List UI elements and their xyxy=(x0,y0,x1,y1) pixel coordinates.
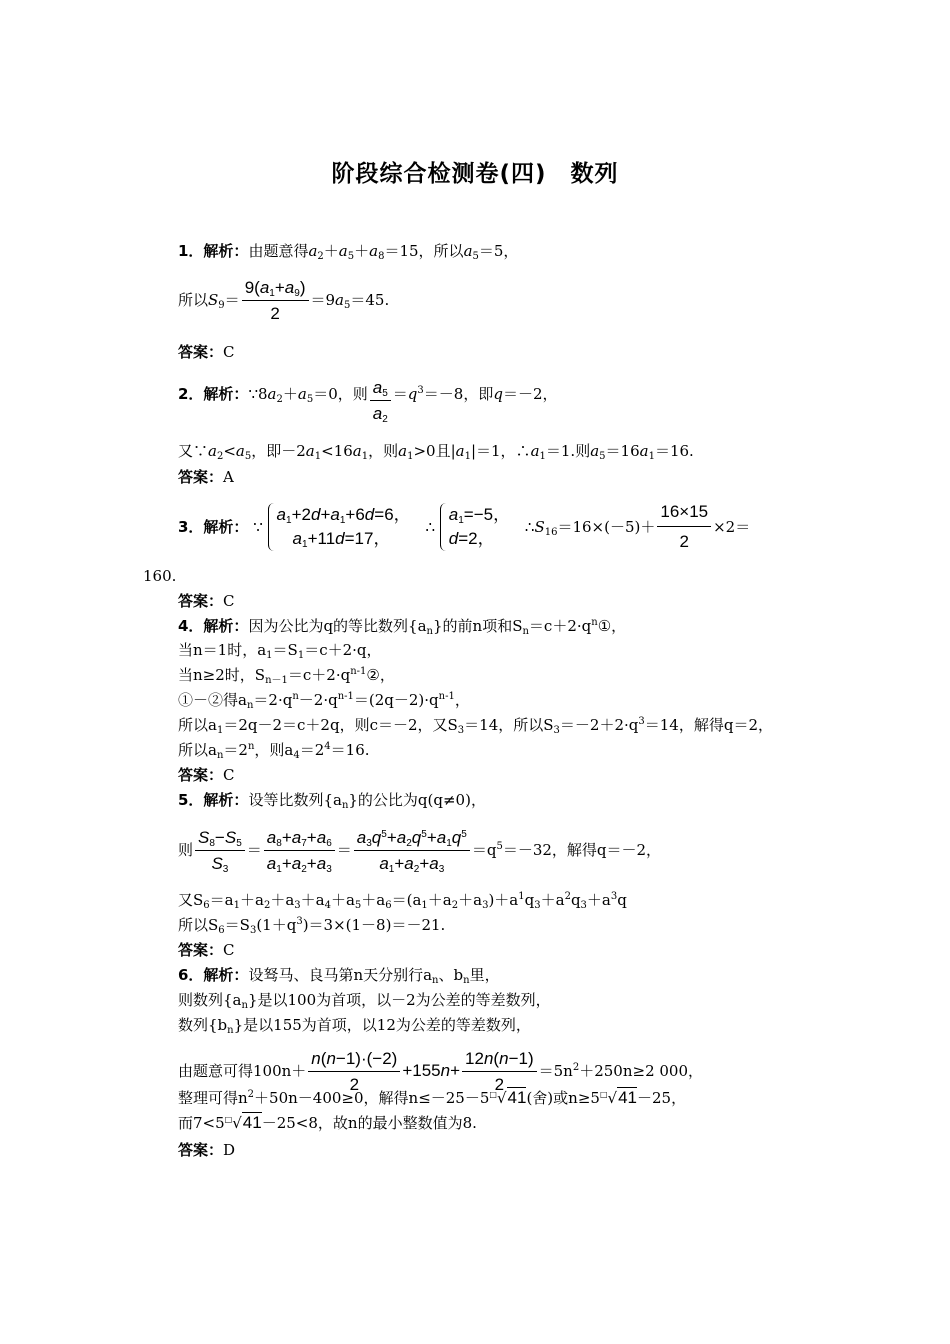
q6-line-3: 数列$\{b_n\}$是以155为首项，以12为公差的等差数列， xyxy=(178,1016,531,1036)
q2-answer: 答案：A xyxy=(178,468,234,486)
q5-line-1: 5．解析：设等比数列$\{a_n\}$的公比为q(q≠0)， xyxy=(178,791,486,811)
q1-answer: 答案：C xyxy=(178,343,235,361)
q3-answer: 答案：C xyxy=(178,592,235,610)
q4-line-3: 当n≥2时，$S_{n-1}=c+2\cdot q^{n-1}②$， xyxy=(178,666,395,686)
equation-system-1: $a_1+2d+a_1+6d=6$， $a_1+11d=17$， xyxy=(268,503,411,551)
fraction: $\frac{a_8+a_7+a_6}{a_1+a_2+a_3}$ xyxy=(264,828,335,874)
q4-line-2: 当n＝1时，$a_1=S_1=c+2\cdot q$， xyxy=(178,641,382,661)
q1-line-1: 1．解析：由题意得$a_2+a_5+a_8=15$，所以$a_5=5$， xyxy=(178,242,519,262)
q6-line-5: 整理可得$n^2+50n-400\ge 0$，解得n≤－25－5□√41(舍)或n≥5□√41－25， xyxy=(178,1088,687,1107)
q4-line-4: ①－②得$a_n=2\cdot q^n-2\cdot q^{n-1}=(2q-2)\cdot q^{n-1}$， xyxy=(178,691,470,711)
q3-line-2: 160. xyxy=(143,567,177,585)
q4-line-6: 所以$a_n=2^n$，则$a_4=2^4=16$. xyxy=(178,741,370,761)
fraction: $\frac{a_5}{a_2}$ xyxy=(370,378,391,424)
fraction: $\frac{9(a_1+a_9)}{2}$ xyxy=(242,278,309,324)
fraction: $\frac{a_3q^5+a_2q^5+a_1q^5}{a_1+a_2+a_3}$ xyxy=(354,828,470,874)
q2-line-1: 2．解析：$\because 8a_2+a_5=0$，则 $\frac{a_5}{a_2}$ $=q^3=-8$，即q＝－2， xyxy=(178,378,558,425)
q6-answer: 答案：D xyxy=(178,1141,236,1159)
q6-line-4: 由题意可得100n＋ $\frac{n(n-1)\cdot(-2)}{2}$ +155n+ $\frac{12n(n-1)}{2}$ $=5n^2+250n\ge 2$ 000， xyxy=(178,1049,704,1094)
q4-line-5: 所以$a_1=2q-2=c+2q$，则c＝－2，又$S_3=14$，所以$S_3=-2+2\cdot q^3=14$，解得q＝2， xyxy=(178,716,773,736)
q5-answer: 答案：C xyxy=(178,941,235,959)
page-title: 阶段综合检测卷(四) 数列 xyxy=(331,161,619,187)
q1-line-2: 所以$S_9=$ $\frac{9(a_1+a_9)}{2}$ $=9a_5=45$. xyxy=(178,278,390,323)
q6-line-2: 则数列$\{a_n\}$是以100为首项，以－2为公差的等差数列， xyxy=(178,991,551,1011)
q5-line-2: 则 $\frac{S_8-S_5}{S_3}$ ＝ $\frac{a_8+a_7+a_6}{a_1+a_2+a_3}$ ＝ $\frac{a_3q^5+a_2q^5+a_1q^5}{a_1+a_2+a_3}$ $=q^5=-32$，解得q＝－2， xyxy=(178,828,662,875)
fraction: $\frac{S_8-S_5}{S_3}$ xyxy=(195,828,245,874)
q4-line-1: 4．解析：因为公比为q的等比数列$\{a_n\}$的前n项和$S_n=c+2\cdot q^n①$， xyxy=(178,617,627,637)
q3-line-1: 3．解析： ∵ $a_1+2d+a_1+6d=6$， $a_1+11d=17$， ∴ $a_1=-5$， d=2， $\therefore S_{16}=16\times(-5)+$ $\frac{16\times 15}{2}$ ×2＝ xyxy=(178,500,750,554)
fraction: $\frac{n(n-1)\cdot(-2)}{2}$ xyxy=(308,1049,400,1095)
fraction: $\frac{16\times 15}{2}$ xyxy=(657,500,711,554)
fraction: $\frac{12n(n-1)}{2}$ xyxy=(462,1049,537,1095)
q2-line-2: 又$\because a_2<a_5$，即$-2a_1<16a_1$，则$a_1>0$且$|a_1|=1$，$\therefore a_1=1$.则$a_5=16a_1=16$. xyxy=(178,442,694,462)
q4-answer: 答案：C xyxy=(178,766,235,784)
q5-line-3: 又$S_6=a_1+a_2+a_3+a_4+a_5+a_6=(a_1+a_2+a_3)+a^1q_3+a^2q_3+a^3q$ xyxy=(178,891,627,911)
q6-line-6: 而7<5□√41－25<8，故n的最小整数值为8. xyxy=(178,1113,477,1132)
q5-line-4: 所以$S_6=S_3(1+q^3)=3\times(1-8)=-21$. xyxy=(178,916,446,936)
q6-line-1: 6．解析：设驽马、良马第n天分别行$a_n$、$b_n$里， xyxy=(178,966,500,986)
equation-system-2: $a_1=-5$， d=2， xyxy=(440,503,510,551)
